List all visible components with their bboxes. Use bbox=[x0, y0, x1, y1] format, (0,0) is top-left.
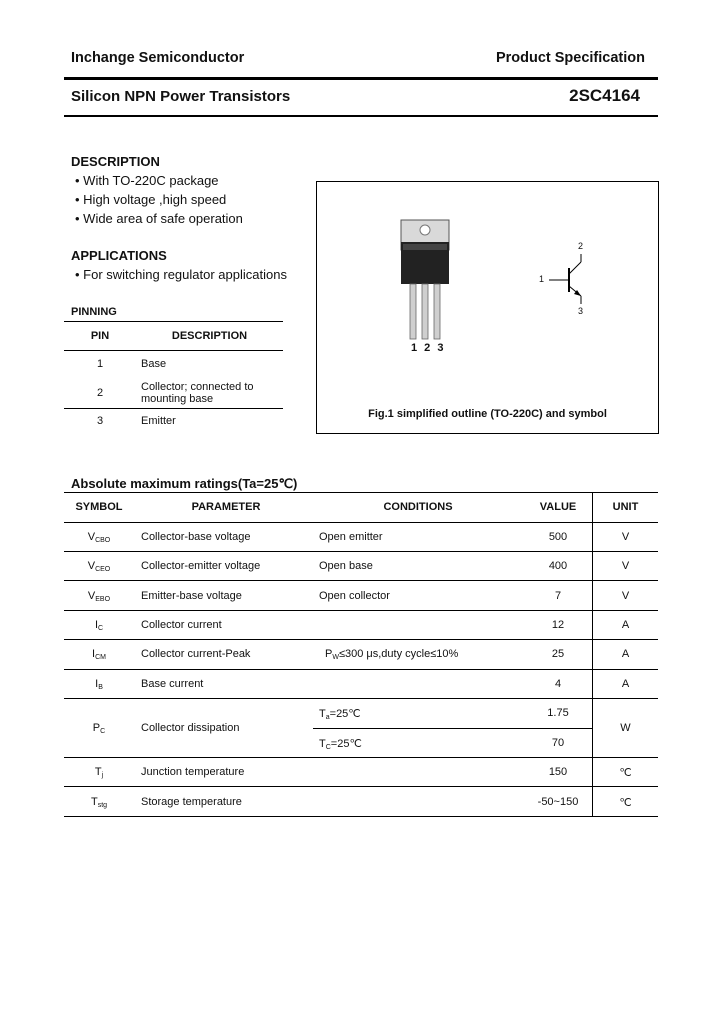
rating-unit: W bbox=[620, 722, 631, 734]
description-item: • With TO-220C package bbox=[75, 173, 219, 188]
rating-symbol: $T_j$ bbox=[94, 766, 104, 779]
description-title: DESCRIPTION bbox=[71, 154, 160, 169]
rating-unit: V bbox=[621, 560, 630, 572]
symbol-base-label: 1 bbox=[539, 274, 545, 284]
rating-parameter: Collector current-Peak bbox=[141, 648, 251, 660]
rating-unit: A bbox=[621, 678, 630, 690]
ratings-row-rule bbox=[64, 639, 658, 640]
rating-value: 12 bbox=[551, 619, 565, 631]
rating-parameter: Storage temperature bbox=[141, 796, 242, 808]
pin-number: 3 bbox=[96, 415, 104, 427]
rating-value: 500 bbox=[548, 531, 568, 543]
pinning-col-desc: DESCRIPTION bbox=[171, 330, 248, 342]
ratings-row-rule bbox=[64, 698, 658, 699]
symbol-collector-label: 2 bbox=[578, 241, 584, 251]
rating-parameter: Emitter-base voltage bbox=[141, 590, 242, 602]
col-unit: UNIT bbox=[612, 501, 639, 513]
rating-symbol: $V_{CBO}$ bbox=[87, 531, 111, 544]
rating-unit: ℃ bbox=[619, 797, 632, 809]
rating-parameter: Collector-emitter voltage bbox=[141, 560, 261, 572]
rating-condition: Open emitter bbox=[319, 531, 383, 543]
rating-unit: ℃ bbox=[619, 767, 632, 779]
rating-parameter: Collector dissipation bbox=[141, 722, 240, 734]
part-number: 2SC4164 bbox=[569, 86, 640, 105]
package-pin-labels: 1 2 3 bbox=[411, 342, 446, 354]
ratings-row-rule bbox=[64, 551, 658, 552]
ratings-rule-bottom bbox=[64, 816, 658, 817]
ratings-title: Absolute maximum ratings(Ta=25℃) bbox=[71, 476, 298, 491]
rating-condition: $T_C=25℃$ bbox=[319, 738, 362, 751]
rating-parameter: Collector-base voltage bbox=[141, 531, 251, 543]
rating-symbol: $I_{CM}$ bbox=[92, 648, 106, 661]
header-rule-top bbox=[64, 77, 658, 80]
rating-value: 70 bbox=[551, 737, 565, 749]
rating-symbol: $V_{CEO}$ bbox=[87, 560, 111, 573]
rating-value: 400 bbox=[548, 560, 568, 572]
rating-unit: A bbox=[621, 648, 630, 660]
rating-symbol: $I_C$ bbox=[94, 619, 104, 632]
rating-symbol: $I_B$ bbox=[95, 678, 103, 691]
rating-value: 25 bbox=[551, 648, 565, 660]
col-value: VALUE bbox=[539, 501, 577, 513]
pin-desc: Base bbox=[141, 358, 167, 370]
rating-condition: Open base bbox=[319, 560, 373, 572]
ratings-rule-top bbox=[64, 492, 658, 493]
pinning-rule bbox=[64, 350, 283, 351]
pinning-rule bbox=[64, 408, 283, 409]
rating-parameter: Junction temperature bbox=[141, 766, 245, 778]
rating-parameter: Collector current bbox=[141, 619, 222, 631]
pin-number: 2 bbox=[96, 387, 104, 399]
applications-title: APPLICATIONS bbox=[71, 248, 167, 263]
ratings-row-rule bbox=[64, 669, 658, 670]
applications-item: • For switching regulator applications bbox=[75, 267, 287, 282]
rating-value: 1.75 bbox=[547, 707, 569, 719]
col-conditions: CONDITIONS bbox=[383, 501, 453, 513]
figure-caption: Fig.1 simplified outline (TO-220C) and symbol bbox=[368, 408, 607, 420]
ratings-subrow-rule bbox=[313, 728, 592, 729]
rating-unit: A bbox=[621, 619, 630, 631]
rating-unit: V bbox=[621, 531, 630, 543]
ratings-row-rule bbox=[64, 522, 658, 523]
rating-unit: V bbox=[621, 590, 630, 602]
rating-value: 150 bbox=[548, 766, 568, 778]
company-name: Inchange Semiconductor bbox=[71, 50, 245, 66]
pin-number: 1 bbox=[96, 358, 104, 370]
pin-desc: Collector; connected to bbox=[141, 381, 254, 393]
symbol-emitter-label: 3 bbox=[578, 306, 584, 316]
rating-symbol: $P_C$ bbox=[92, 722, 106, 735]
to220-package-drawing bbox=[317, 182, 658, 433]
rating-value: 4 bbox=[554, 678, 562, 690]
header-rule-bottom bbox=[64, 115, 658, 117]
figure-box bbox=[316, 181, 659, 434]
rating-value: -50~150 bbox=[537, 796, 579, 808]
col-symbol: SYMBOL bbox=[75, 501, 123, 513]
pin-desc: Emitter bbox=[141, 415, 176, 427]
description-item: • High voltage ,high speed bbox=[75, 192, 227, 207]
rating-condition: $P_W\le 300$ μs,duty cycle≤10% bbox=[325, 648, 459, 661]
pinning-rule bbox=[64, 321, 283, 322]
ratings-row-rule bbox=[64, 757, 658, 758]
ratings-row-rule bbox=[64, 610, 658, 611]
pinning-title: PINNING bbox=[71, 306, 117, 318]
ratings-row-rule bbox=[64, 580, 658, 581]
rating-symbol: $V_{EBO}$ bbox=[87, 590, 111, 603]
rating-condition: $T_a=25℃$ bbox=[319, 708, 361, 721]
rating-condition: Open collector bbox=[319, 590, 390, 602]
col-parameter: PARAMETER bbox=[191, 501, 261, 513]
ratings-row-rule bbox=[64, 786, 658, 787]
product-line: Silicon NPN Power Transistors bbox=[71, 88, 291, 105]
rating-symbol: $T_{stg}$ bbox=[90, 796, 108, 809]
pinning-col-pin: PIN bbox=[90, 330, 110, 342]
doc-type: Product Specification bbox=[495, 50, 645, 66]
pin-desc-cont: mounting base bbox=[141, 393, 214, 405]
rating-value: 7 bbox=[554, 590, 562, 602]
rating-parameter: Base current bbox=[141, 678, 204, 690]
description-item: • Wide area of safe operation bbox=[75, 211, 243, 226]
